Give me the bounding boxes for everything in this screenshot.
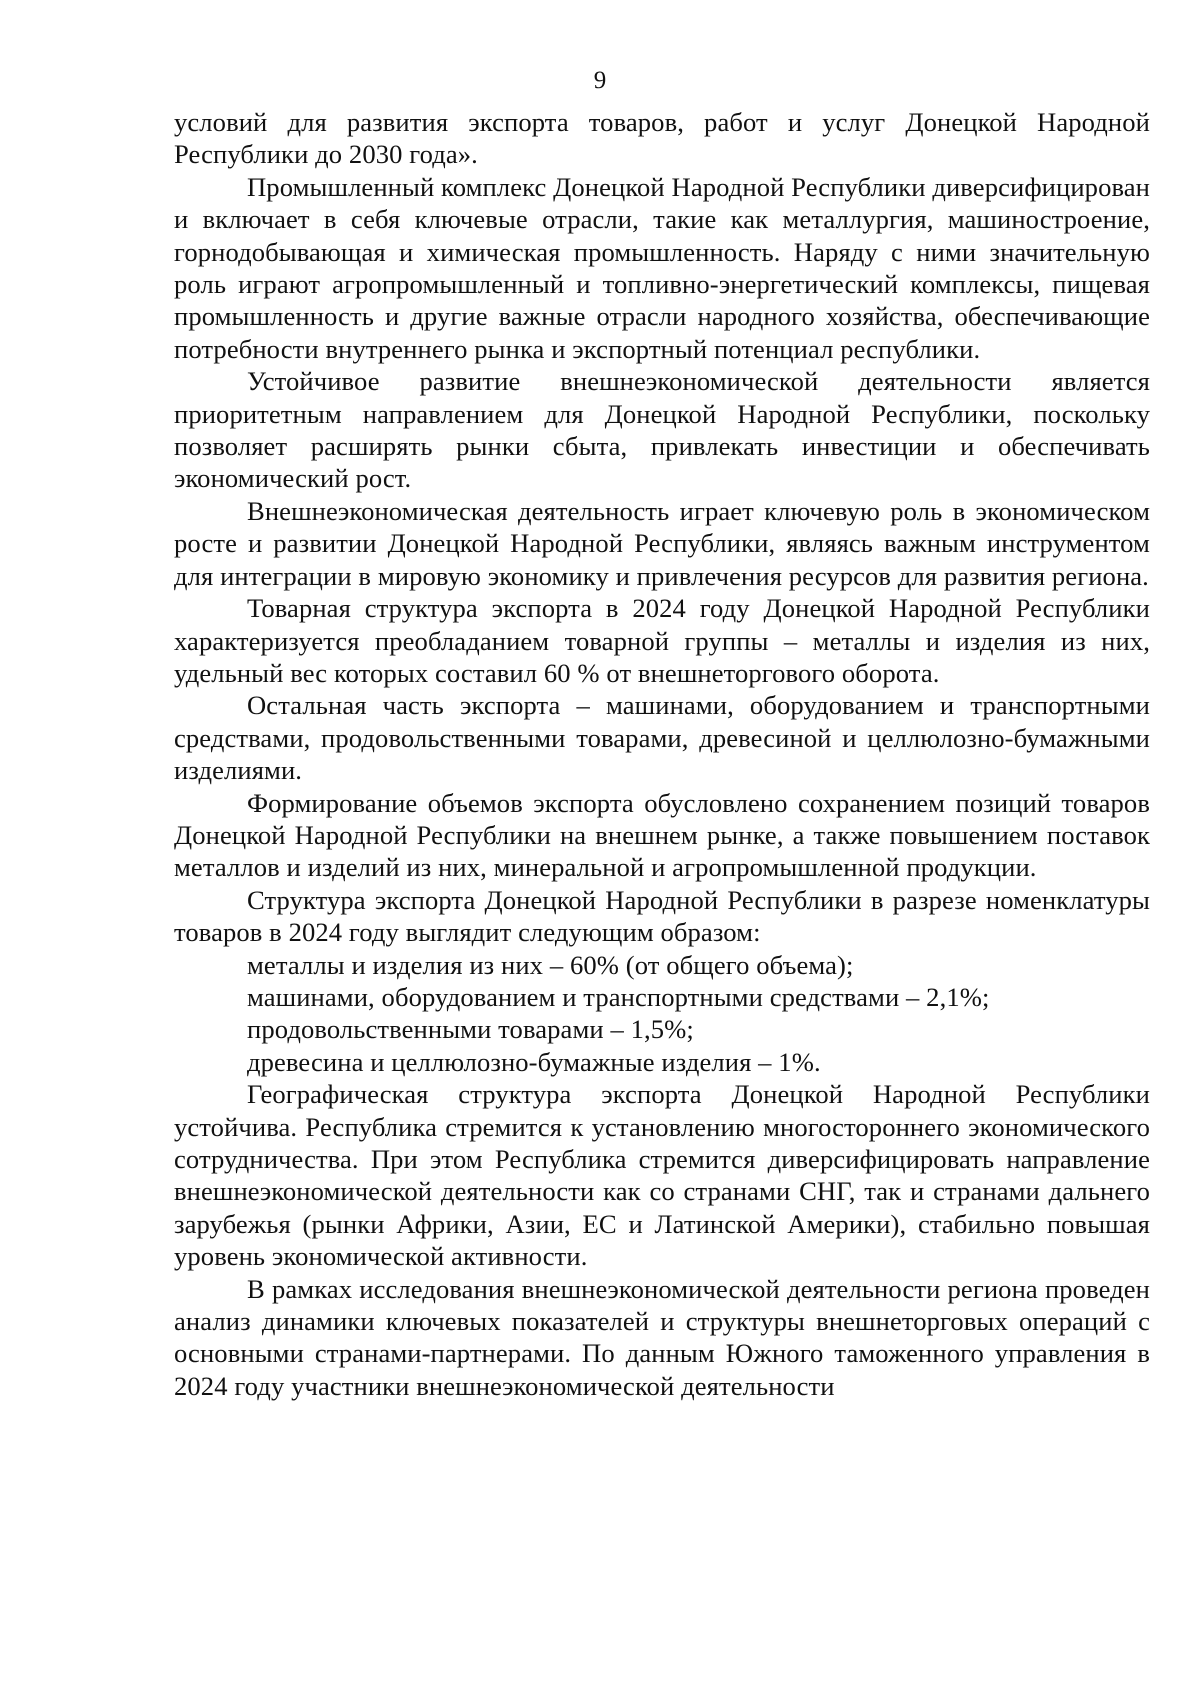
paragraph-4: Внешнеэкономическая деятельность играет ключевую роль в экономическом росте и развитии Донецкой Народной Республики, являясь важным инструментом для интеграции в мировую экономику и привлечения ресурсов для развития региона. xyxy=(174,495,1150,591)
list-item-4: древесина и целлюлозно-бумажные изделия – 1%. xyxy=(247,1046,821,1077)
page-number: 9 xyxy=(593,67,607,94)
list-item-2: машинами, оборудованием и транспортными средствами – 2,1%; xyxy=(247,981,990,1012)
paragraph-1: условий для развития экспорта товаров, работ и услуг Донецкой Народной Республики до 2030 года». xyxy=(174,107,1150,170)
paragraph-3: Устойчивое развитие внешнеэкономической деятельности является приоритетным направлением для Донецкой Народной Республики, поскольку позволяет расширять рынки сбыта, привлекать инвестиции и обеспечивать экономический рост. xyxy=(174,366,1150,494)
list-item-3: продовольственными товарами – 1,5%; xyxy=(247,1014,694,1045)
list-item-1: металлы и изделия из них – 60% (от общего объема); xyxy=(247,949,854,980)
paragraph-10: В рамках исследования внешнеэкономической деятельности региона проведен анализ динамики ключевых показателей и структуры внешнеторговых операций с основными странами-партнерами. По данным Южного таможенного управления в 2024 году участники внешнеэкономической деятельности xyxy=(174,1273,1150,1401)
paragraph-9: Географическая структура экспорта Донецкой Народной Республики устойчива. Республика стремится к установлению многостороннего экономического сотрудничества. При этом Республика стремится диверсифицировать направление внешнеэкономической деятельности как со странами СНГ, так и странами дальнего зарубежья (рынки Африки, Азии, ЕС и Латинской Америки), стабильно повышая уровень экономической активности. xyxy=(174,1079,1150,1272)
paragraph-5: Товарная структура экспорта в 2024 году Донецкой Народной Республики характеризуется преобладанием товарной группы – металлы и изделия из них, удельный вес которых составил 60 % от внешнеторгового оборота. xyxy=(174,593,1150,688)
paragraph-2: Промышленный комплекс Донецкой Народной Республики диверсифицирован и включает в себя ключевые отрасли, такие как металлургия, машиностроение, горнодобывающая и химическая промышленность. Наряду с ними значительную роль играют агропромышленный и топливно-энергетический комплексы, пищевая промышленность и другие важные отрасли народного хозяйства, обеспечивающие потребности внутреннего рынка и экспортный потенциал республики. xyxy=(174,171,1151,364)
paragraph-8: Структура экспорта Донецкой Народной Республики в разрезе номенклатуры товаров в 2024 году выглядит следующим образом: xyxy=(174,884,1150,948)
paragraph-6: Остальная часть экспорта – машинами, оборудованием и транспортными средствами, продовольственными товарами, древесиной и целлюлозно-бумажными изделиями. xyxy=(174,690,1150,786)
document-body xyxy=(174,106,1150,1402)
paragraph-7: Формирование объемов экспорта обусловлено сохранением позиций товаров Донецкой Народной Республики на внешнем рынке, а также повышением поставок металлов и изделий из них, минеральной и агропромышленной продукции. xyxy=(174,787,1150,883)
